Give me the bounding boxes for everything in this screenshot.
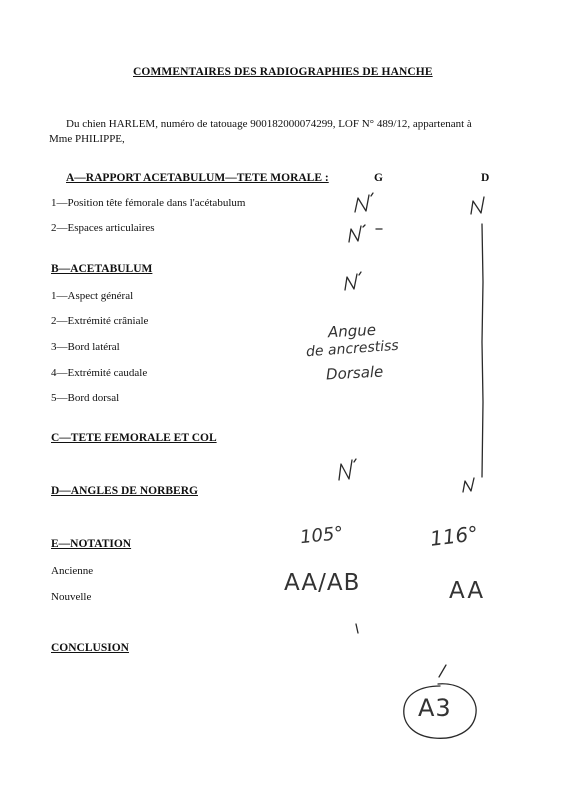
section-a-item-2: 2—Espaces articulaires [51, 222, 155, 234]
handwritten-n-a2-left [346, 220, 386, 246]
intro-line-2: Mme PHILIPPE, [49, 133, 125, 145]
handwritten-tick-above-grade [436, 662, 450, 680]
column-right-header: D [481, 172, 490, 184]
handwritten-b-note-line-1: Angue [327, 320, 377, 342]
section-c-heading: C—TETE FEMORALE ET COL [51, 432, 217, 444]
handwritten-angle-right: 116° [428, 521, 480, 551]
section-b-item-1: 1—Aspect général [51, 290, 134, 302]
handwritten-notation-left: AA/AB [284, 570, 361, 596]
handwritten-notation-right: AA [449, 578, 486, 604]
section-b-heading: B—ACETABULUM [51, 263, 153, 275]
handwritten-b-note-line-3: Dorsale [325, 362, 384, 384]
handwritten-n-a1-left [352, 192, 376, 216]
handwritten-conclusion-grade: A3 [418, 694, 452, 722]
section-b-item-5: 5—Bord dorsal [51, 392, 120, 404]
section-b-item-3: 3—Bord latéral [51, 341, 120, 353]
section-d-heading: D—ANGLES DE NORBERG [51, 485, 198, 497]
handwritten-small-tick [352, 622, 362, 636]
section-e-heading: E—NOTATION [51, 538, 132, 550]
handwritten-angle-left: 105° [299, 522, 345, 549]
conclusion-heading: CONCLUSION [51, 642, 129, 654]
section-a-item-1: 1—Position tête fémorale dans l'acétabulum [51, 197, 246, 209]
handwritten-b-note-line-2: de ancrestiss [305, 337, 400, 361]
handwritten-n-c-left [336, 456, 360, 484]
handwritten-n-b1-left [342, 270, 364, 294]
section-b-item-4: 4—Extrémité caudale [51, 367, 148, 379]
page-title: COMMENTAIRES DES RADIOGRAPHIES DE HANCHE [133, 66, 433, 78]
handwritten-n-a1-right [468, 194, 490, 218]
section-e-item-ancienne: Ancienne [51, 565, 94, 577]
handwritten-n-d-right [460, 474, 482, 496]
section-e-item-nouvelle: Nouvelle [51, 591, 92, 603]
section-b-item-2: 2—Extrémité crâniale [51, 315, 149, 327]
section-a-heading: A—RAPPORT ACETABULUM—TETE MORALE : [66, 172, 329, 184]
handwritten-vertical-line-right [478, 222, 488, 482]
intro-line-1: Du chien HARLEM, numéro de tatouage 900182000074299, LOF N° 489/12, appartenant à [66, 118, 472, 130]
column-left-header: G [374, 172, 383, 184]
